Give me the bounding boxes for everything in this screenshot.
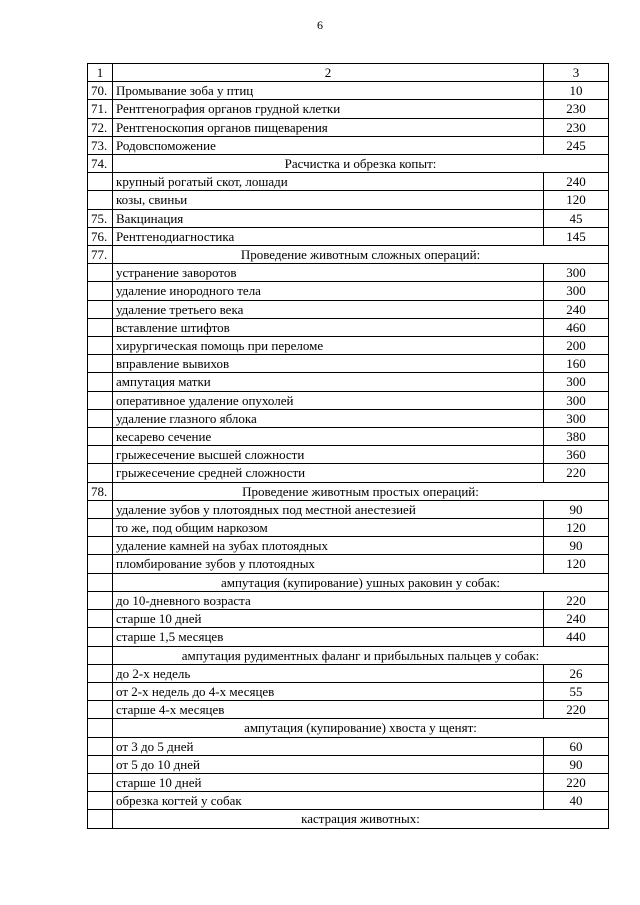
section-title: ампутация рудиментных фаланг и прибыльных пальцев у собак: xyxy=(113,646,609,664)
price-value: 300 xyxy=(544,282,609,300)
service-name: Промывание зоба у птиц xyxy=(113,82,544,100)
service-name: то же, под общим наркозом xyxy=(113,519,544,537)
service-name: устранение заворотов xyxy=(113,264,544,282)
row-number-empty xyxy=(88,792,113,810)
table-row xyxy=(88,209,609,227)
list-item xyxy=(88,191,609,209)
list-item xyxy=(88,409,609,427)
service-name: грыжесечение высшей сложности xyxy=(113,446,544,464)
service-name: Рентгенография органов грудной клетки xyxy=(113,100,544,118)
table-row xyxy=(88,136,609,154)
price-value: 45 xyxy=(544,209,609,227)
price-value: 220 xyxy=(544,464,609,482)
row-number-empty xyxy=(88,409,113,427)
list-item xyxy=(88,792,609,810)
list-item xyxy=(88,391,609,409)
price-value: 440 xyxy=(544,628,609,646)
row-number-empty xyxy=(88,300,113,318)
row-number-empty xyxy=(88,500,113,518)
table-row xyxy=(88,100,609,118)
row-number: 74. xyxy=(88,155,113,173)
list-item xyxy=(88,355,609,373)
row-number-empty xyxy=(88,701,113,719)
row-number-empty xyxy=(88,173,113,191)
service-name: козы, свиньи xyxy=(113,191,544,209)
row-number-empty xyxy=(88,355,113,373)
row-number-empty xyxy=(88,810,113,828)
price-value: 240 xyxy=(544,300,609,318)
row-number: 70. xyxy=(88,82,113,100)
section-title: Проведение животным простых операций: xyxy=(113,482,609,500)
row-number: 77. xyxy=(88,246,113,264)
section-78-title-row xyxy=(88,482,609,500)
section-title: ампутация (купирование) ушных раковин у собак: xyxy=(113,573,609,591)
service-name: вправление вывихов xyxy=(113,355,544,373)
row-number-empty xyxy=(88,519,113,537)
row-number-empty xyxy=(88,591,113,609)
table-row xyxy=(88,82,609,100)
subsection-title-row xyxy=(88,573,609,591)
service-name: Рентгеноскопия органов пищеварения xyxy=(113,118,544,136)
list-item xyxy=(88,591,609,609)
list-item xyxy=(88,500,609,518)
subsection-title-row xyxy=(88,810,609,828)
list-item xyxy=(88,446,609,464)
price-value: 300 xyxy=(544,373,609,391)
price-value: 220 xyxy=(544,591,609,609)
price-value: 90 xyxy=(544,500,609,518)
price-value: 220 xyxy=(544,701,609,719)
service-name: крупный рогатый скот, лошади xyxy=(113,173,544,191)
subsection-title-row xyxy=(88,719,609,737)
price-value: 90 xyxy=(544,755,609,773)
section-title: Проведение животным сложных операций: xyxy=(113,246,609,264)
list-item xyxy=(88,610,609,628)
header-row xyxy=(88,64,609,82)
price-value: 120 xyxy=(544,519,609,537)
row-number-empty xyxy=(88,337,113,355)
list-item xyxy=(88,264,609,282)
service-name: от 5 до 10 дней xyxy=(113,755,544,773)
section-77-title-row xyxy=(88,246,609,264)
row-number: 73. xyxy=(88,136,113,154)
row-number-empty xyxy=(88,682,113,700)
service-name: хирургическая помощь при переломе xyxy=(113,337,544,355)
price-value: 145 xyxy=(544,227,609,245)
price-value: 10 xyxy=(544,82,609,100)
row-number-empty xyxy=(88,318,113,336)
section-title: ампутация (купирование) хвоста у щенят: xyxy=(113,719,609,737)
row-number-empty xyxy=(88,537,113,555)
row-number: 76. xyxy=(88,227,113,245)
price-value: 380 xyxy=(544,428,609,446)
list-item xyxy=(88,555,609,573)
list-item xyxy=(88,337,609,355)
row-number: 72. xyxy=(88,118,113,136)
service-name: Вакцинация xyxy=(113,209,544,227)
price-value: 40 xyxy=(544,792,609,810)
row-number-empty xyxy=(88,282,113,300)
list-item xyxy=(88,755,609,773)
row-number-empty xyxy=(88,373,113,391)
service-name: удаление инородного тела xyxy=(113,282,544,300)
row-number-empty xyxy=(88,773,113,791)
price-value: 300 xyxy=(544,264,609,282)
row-number-empty xyxy=(88,191,113,209)
service-name: старше 10 дней xyxy=(113,773,544,791)
price-table xyxy=(87,63,609,829)
price-value: 200 xyxy=(544,337,609,355)
list-item xyxy=(88,519,609,537)
row-number: 75. xyxy=(88,209,113,227)
service-name: старше 10 дней xyxy=(113,610,544,628)
table-row xyxy=(88,227,609,245)
service-name: удаление зубов у плотоядных под местной анестезией xyxy=(113,500,544,518)
row-number-empty xyxy=(88,719,113,737)
service-name: до 2-х недель xyxy=(113,664,544,682)
row-number-empty xyxy=(88,464,113,482)
service-name: от 2-х недель до 4-х месяцев xyxy=(113,682,544,700)
service-name: до 10-дневного возраста xyxy=(113,591,544,609)
price-value: 220 xyxy=(544,773,609,791)
row-number-empty xyxy=(88,391,113,409)
price-table-body xyxy=(88,64,609,829)
service-name: грыжесечение средней сложности xyxy=(113,464,544,482)
list-item xyxy=(88,682,609,700)
section-74-title-row xyxy=(88,155,609,173)
row-number-empty xyxy=(88,573,113,591)
price-value: 300 xyxy=(544,391,609,409)
service-name: Родовспоможение xyxy=(113,136,544,154)
section-title: кастрация животных: xyxy=(113,810,609,828)
row-number-empty xyxy=(88,610,113,628)
price-value: 60 xyxy=(544,737,609,755)
price-value: 230 xyxy=(544,118,609,136)
list-item xyxy=(88,428,609,446)
service-name: удаление третьего века xyxy=(113,300,544,318)
row-number-empty xyxy=(88,446,113,464)
service-name: вставление штифтов xyxy=(113,318,544,336)
section-title: Расчистка и обрезка копыт: xyxy=(113,155,609,173)
list-item xyxy=(88,537,609,555)
service-name: от 3 до 5 дней xyxy=(113,737,544,755)
service-name: пломбирование зубов у плотоядных xyxy=(113,555,544,573)
service-name: удаление глазного яблока xyxy=(113,409,544,427)
row-number-empty xyxy=(88,628,113,646)
price-value: 300 xyxy=(544,409,609,427)
list-item xyxy=(88,737,609,755)
price-value: 90 xyxy=(544,537,609,555)
price-value: 245 xyxy=(544,136,609,154)
price-value: 120 xyxy=(544,191,609,209)
price-value: 460 xyxy=(544,318,609,336)
price-value: 26 xyxy=(544,664,609,682)
price-value: 230 xyxy=(544,100,609,118)
price-value: 160 xyxy=(544,355,609,373)
row-number: 78. xyxy=(88,482,113,500)
price-value: 360 xyxy=(544,446,609,464)
header-col-1: 1 xyxy=(88,64,113,82)
service-name: ампутация матки xyxy=(113,373,544,391)
list-item xyxy=(88,464,609,482)
header-col-2: 2 xyxy=(113,64,544,82)
row-number: 71. xyxy=(88,100,113,118)
service-name: удаление камней на зубах плотоядных xyxy=(113,537,544,555)
price-value: 240 xyxy=(544,610,609,628)
row-number-empty xyxy=(88,428,113,446)
service-name: старше 1,5 месяцев xyxy=(113,628,544,646)
row-number-empty xyxy=(88,646,113,664)
list-item xyxy=(88,318,609,336)
price-value: 55 xyxy=(544,682,609,700)
list-item xyxy=(88,701,609,719)
list-item xyxy=(88,173,609,191)
service-name: старше 4-х месяцев xyxy=(113,701,544,719)
row-number-empty xyxy=(88,555,113,573)
page-number: 6 xyxy=(317,18,323,32)
service-name: оперативное удаление опухолей xyxy=(113,391,544,409)
table-row xyxy=(88,118,609,136)
subsection-title-row xyxy=(88,646,609,664)
list-item xyxy=(88,628,609,646)
row-number-empty xyxy=(88,264,113,282)
service-name: обрезка когтей у собак xyxy=(113,792,544,810)
row-number-empty xyxy=(88,664,113,682)
row-number-empty xyxy=(88,755,113,773)
list-item xyxy=(88,664,609,682)
list-item xyxy=(88,373,609,391)
service-name: Рентгенодиагностика xyxy=(113,227,544,245)
service-name: кесарево сечение xyxy=(113,428,544,446)
header-col-3: 3 xyxy=(544,64,609,82)
price-value: 120 xyxy=(544,555,609,573)
list-item xyxy=(88,282,609,300)
list-item xyxy=(88,300,609,318)
price-value: 240 xyxy=(544,173,609,191)
list-item xyxy=(88,773,609,791)
row-number-empty xyxy=(88,737,113,755)
